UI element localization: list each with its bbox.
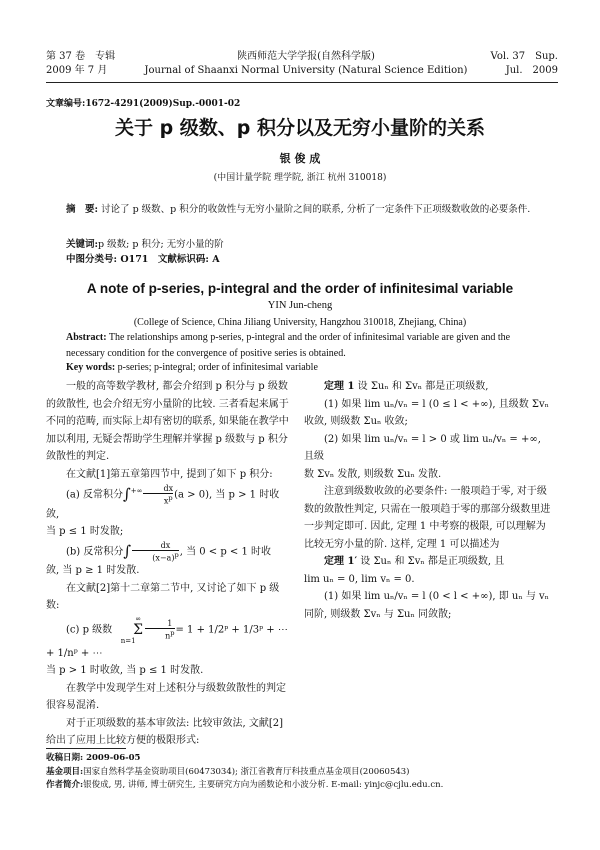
running-header	[46, 48, 558, 83]
abstract-en	[66, 330, 536, 362]
theorem-1-prime	[304, 553, 554, 571]
header-center	[126, 50, 486, 78]
item-b-pre: (b) 反常积分	[66, 545, 124, 557]
integral-bounds-a: +∞	[130, 487, 143, 495]
item-a-line2: 当 p ≤ 1 时发散;	[46, 526, 124, 538]
abstract-en-label: Abstract:	[66, 332, 107, 343]
theorem-1-part2: (2) 如果 lim uₙ/vₙ = l > 0 或 lim uₙ/vₙ = +∞, 且级	[304, 433, 541, 462]
abstract-cn	[66, 202, 536, 218]
classification: 中图分类号: O171 文献标识码: A	[66, 254, 220, 265]
left-column	[46, 378, 291, 750]
theorem-1-prime-condition: lim uₙ = 0, lim vₙ = 0.	[304, 573, 415, 585]
item-a-post: (a > 0), 当 p > 1 时收敛,	[46, 489, 280, 520]
keywords-en	[66, 362, 318, 373]
volume-info: 第 37 卷 专辑	[46, 51, 116, 62]
footnotes	[46, 752, 566, 793]
theorem-1-prime-text: 设 Σuₙ 和 Σvₙ 都是正项级数, 且	[360, 556, 505, 567]
footnote-divider	[46, 748, 126, 749]
issue-date: 2009 年 7 月	[46, 65, 108, 76]
teaching-paragraph: 在教学中发现学生对上述积分与级数敛散性的判定很容易混淆.	[46, 682, 286, 712]
keywords-en-label: Key words:	[66, 362, 116, 373]
article-number: 文章编号:1672-4291(2009)Sup.-0001-02	[46, 99, 241, 109]
english-title: A note of p-series, p-integral and the order of infinitesimal variable	[86, 281, 514, 296]
english-affiliation: (College of Science, China Jiliang University, Hangzhou 310018, Zhejiang, China)	[133, 317, 467, 328]
fraction-c: $\frac{1}{n^p}$	[145, 619, 174, 641]
journal-name-en: Journal of Shaanxi Normal University (Natural Science Edition)	[144, 65, 468, 76]
affiliation: (中国计量学院 理学院, 浙江 杭州 310018)	[213, 173, 387, 183]
theorem-1	[304, 378, 554, 396]
header-right	[491, 50, 558, 78]
item-a-pre: (a) 反常积分	[66, 489, 123, 501]
header-left	[46, 50, 115, 78]
author-name: 银 俊 成	[279, 152, 321, 165]
keywords-cn	[66, 236, 224, 250]
keywords-text: p 级数; p 积分; 无穷小量的阶	[98, 239, 224, 250]
item-c	[46, 615, 291, 663]
bio-text: 银俊成, 男, 讲师, 博士研究生, 主要研究方向为函数论和小波分析. E-mail: yinjc@cjlu.edu.cn.	[83, 780, 444, 790]
ref1-paragraph: 在文献[1]第五章第四节中, 提到了如下 p 积分:	[66, 468, 273, 480]
item-c-pre: (c) p 级数	[66, 624, 113, 636]
theorem-1-part2b: 数 Σvₙ 发散, 则级数 Σuₙ 发散.	[304, 468, 442, 480]
journal-name-cn: 陕西师范大学学报(自然科学版)	[237, 51, 375, 62]
fund-info	[46, 766, 566, 780]
abstract-text: 讨论了 p 级数、p 积分的收敛性与无穷小量阶之间的联系, 分析了一定条件下正项级数收敛的必要条件.	[101, 204, 531, 215]
fraction-b: $\frac{dx}{(x-a)^p}$	[132, 541, 179, 563]
item-a	[46, 483, 291, 523]
date-en: Jul. 2009	[505, 65, 558, 76]
received-date: 收稿日期: 2009-06-05	[46, 753, 141, 763]
integral-symbol-b: ∫	[123, 541, 132, 560]
item-b	[46, 541, 291, 563]
theorem-1-part1: (1) 如果 lim uₙ/vₙ = l (0 ≤ l < +∞), 且级数 Σvₙ	[324, 398, 549, 410]
item-b-line2: 敛, 当 p ≥ 1 时发散.	[46, 565, 140, 577]
theorem-1-prime-label: 定理 1′	[324, 556, 358, 567]
abstract-label: 摘 要:	[66, 204, 99, 215]
bio-label: 作者简介:	[46, 780, 84, 790]
integral-symbol-a: ∫	[122, 485, 131, 504]
english-author: YIN Jun-cheng	[267, 300, 333, 311]
author-bio	[46, 779, 566, 793]
paper-title: 关于 p 级数、p 积分以及无穷小量阶的关系	[114, 117, 486, 139]
keywords-en-text: p-series; p-integral; order of infinitesimal variable	[117, 362, 318, 373]
theorem-1-prime-part1b: 同阶, 则级数 Σvₙ 与 Σuₙ 同敛散;	[304, 608, 452, 620]
note-paragraph: 注意到级数收敛的必要条件: 一般项趋于零, 对于级数的敛散性判定, 只需在一般项趋于零的那部分级数里进一步判定即可. 因此, 定理 1 中考察的极限, 可以理解为比较无穷小量的阶. 这样, 定理 1 可以描述为	[304, 486, 551, 550]
theorem-1-part1b: 收敛, 则级数 Σuₙ 收敛;	[304, 416, 408, 427]
item-c-post: = 1 + 1/2ᵖ + 1/3ᵖ + ⋯ + 1/nᵖ + ⋯	[46, 624, 288, 659]
intro-paragraph: 一般的高等数学教材, 都会介绍到 p 积分与 p 级数的敛散性, 也会介绍无穷小量阶的比较. 三者看起来属于不同的范畴, 而实际上却有密切的联系, 如果能在教学中加以利用, 无疑会帮助学生理解并掌握 p 级数与 p 积分敛散性的判定.	[46, 381, 289, 462]
theorem-1-label: 定理 1	[324, 381, 355, 392]
fund-label: 基金项目:	[46, 766, 84, 777]
theorem-1-prime-part1: (1) 如果 lim uₙ/vₙ = l (0 < l < +∞), 即 uₙ 与 vₙ	[324, 591, 549, 602]
right-column	[304, 378, 554, 623]
sum-symbol-c: ∞ Σ n=1	[120, 614, 144, 645]
theorem-1-text: 设 Σuₙ 和 Σvₙ 都是正项级数,	[357, 381, 489, 392]
fraction-a: $\frac{dx}{x^p}$	[143, 484, 173, 506]
comparison-paragraph: 对于正项级数的基本审敛法: 比较审敛法, 文献[2]给出了应用上比较方便的极限形式:	[46, 717, 284, 747]
ref2-paragraph: 在文献[2]第十二章第二节中, 又讨论了如下 p 级数:	[46, 582, 280, 612]
abstract-en-text: The relationships among p-series, p-integral and the order of infinitesimal variable are given and the necessary condition for the convergence of positive series is obtained.	[66, 332, 511, 359]
keywords-label: 关键词:	[66, 239, 99, 250]
item-c-line2: 当 p > 1 时收敛, 当 p ≤ 1 时发散.	[46, 665, 204, 677]
volume-en: Vol. 37 Sup.	[490, 51, 558, 62]
item-b-post: , 当 0 < p < 1 时收	[179, 545, 272, 557]
fund-text: 国家自然科学基金资助项目(60473034); 浙江省教育厅科技重点基金项目(20060543)	[83, 766, 410, 777]
